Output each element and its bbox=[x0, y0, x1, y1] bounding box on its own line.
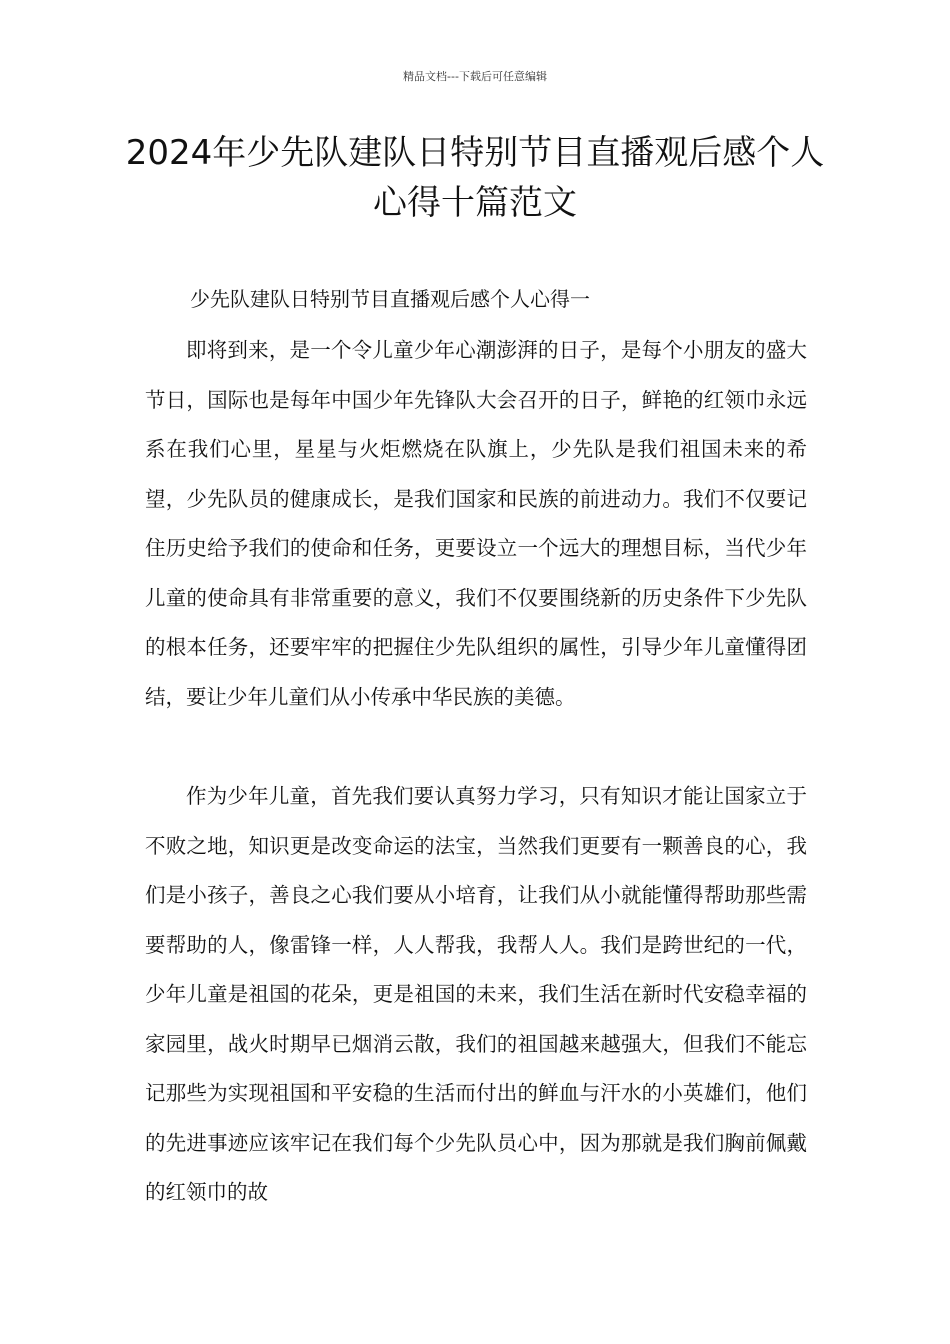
header-note: 精品文档---下载后可任意编辑 bbox=[403, 70, 547, 83]
body-paragraph: 即将到来，是一个令儿童少年心潮澎湃的日子，是每个小朋友的盛大节日，国际也是每年中国少年先锋队大会召开的日子，鲜艳的红领巾永远系在我们心里，星星与火炬燃烧在队旗上，少先队是我们祖国未来的希望，少先队员的健康成长，是我们国家和民族的前进动力。我们不仅要记住历史给予我们的使命和任务，更要设立一个远大的理想目标，当代少年儿童的使命具有非常重要的意义，我们不仅要围绕新的历史条件下少先队的根本任务，还要牢牢的把握住少先队组织的属性，引导少年儿童懂得团结，要让少年儿童们从小传承中华民族的美德。 bbox=[145, 338, 807, 709]
section-subheading: 少先队建队日特别节目直播观后感个人心得一 bbox=[190, 287, 590, 311]
document-title: 2024年少先队建队日特别节目直播观后感个人心得十篇范文 bbox=[125, 133, 825, 223]
body-paragraph: 作为少年儿童，首先我们要认真努力学习，只有知识才能让国家立于不败之地，知识更是改变命运的法宝，当然我们更要有一颗善良的心，我们是小孩子，善良之心我们要从小培育，让我们从小就能懂得帮助那些需要帮助的人，像雷锋一样，人人帮我，我帮人人。我们是跨世纪的一代，少年儿童是祖国的花朵，更是祖国的未来，我们生活在新时代安稳幸福的家园里，战火时期早已烟消云散，我们的祖国越来越强大，但我们不能忘记那些为实现祖国和平安稳的生活而付出的鲜血与汗水的小英雄们，他们的先进事迹应该牢记在我们每个少先队员心中，因为那就是我们胸前佩戴的红领巾的故 bbox=[145, 784, 807, 1204]
